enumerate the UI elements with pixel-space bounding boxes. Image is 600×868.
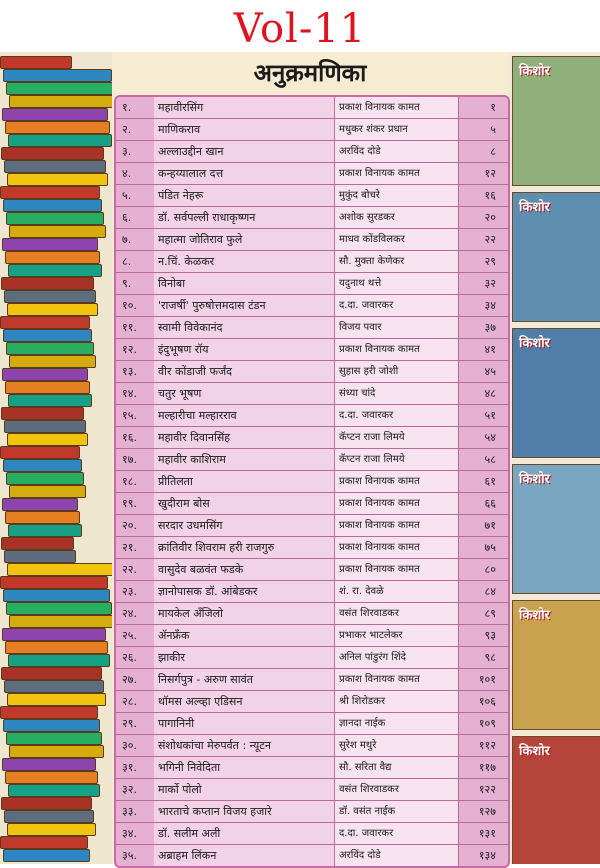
book-spine (3, 849, 90, 862)
toc-row (116, 141, 508, 163)
toc-page-number: २२ (458, 229, 504, 250)
magazine-cover (512, 600, 600, 730)
toc-row (116, 713, 508, 735)
toc-number: २८. (122, 695, 137, 708)
toc-page-number: ७१ (458, 515, 504, 536)
toc-number: २७. (122, 673, 137, 686)
book-spine (3, 329, 92, 342)
toc-author: अरविंद दोडे (334, 141, 458, 162)
book-spine (8, 654, 110, 667)
toc-page-number: ४५ (458, 361, 504, 382)
toc-title: ज्ञानोपासक डॉ. आंबेडकर (154, 581, 334, 602)
toc-number: १२. (122, 343, 137, 356)
book-stack-illustration (0, 52, 112, 864)
toc-number: १५. (122, 409, 137, 422)
toc-number: ३०. (122, 739, 137, 752)
book-spine (7, 563, 112, 576)
toc-author: सुहास हरी जोशी (334, 361, 458, 382)
toc-page-number: ३७ (458, 317, 504, 338)
toc-page-number: १३१ (458, 823, 504, 844)
book-spine (6, 212, 104, 225)
toc-page-number: ६१ (458, 471, 504, 492)
toc-author: सौ. मुक्ता केणेकर (334, 251, 458, 272)
book-spine (0, 576, 108, 589)
toc-page-number: १२ (458, 163, 504, 184)
toc-author: प्रकाश विनायक कामत (334, 559, 458, 580)
toc-row (116, 449, 508, 471)
toc-title: ॲनफ्रँक (154, 625, 334, 646)
toc-number: ३५. (122, 849, 137, 862)
toc-number: ३३. (122, 805, 137, 818)
magazine-cover-title: किशोर (519, 64, 550, 79)
toc-author: द.दा. जवारकर (334, 823, 458, 844)
toc-number: १७. (122, 453, 137, 466)
toc-page-number: १२७ (458, 801, 504, 822)
book-spine (6, 342, 94, 355)
toc-number: २१. (122, 541, 137, 554)
toc-title: भारताचे कप्तान विजय हजारे (154, 801, 334, 822)
toc-page-number: ५४ (458, 427, 504, 448)
toc-page-number: १२२ (458, 779, 504, 800)
toc-number: ३. (122, 145, 132, 158)
book-spine (5, 381, 90, 394)
toc-page-number: ८४ (458, 581, 504, 602)
book-spine (7, 173, 108, 186)
table-of-contents (114, 95, 510, 868)
book-spine (7, 433, 88, 446)
toc-number: १८. (122, 475, 137, 488)
toc-number: १३. (122, 365, 137, 378)
book-spine (8, 524, 82, 537)
book-spine (0, 446, 80, 459)
book-spine (9, 745, 104, 758)
magazine-cover-title: किशोर (519, 608, 550, 623)
toc-page-number: ८ (458, 141, 504, 162)
toc-number: ११. (122, 321, 137, 334)
book-spine (0, 316, 90, 329)
toc-number: ३२. (122, 783, 137, 796)
book-spine (3, 69, 112, 82)
toc-title: क्रांतिवीर शिवराम हरी राजगुरु (154, 537, 334, 558)
toc-page-number: ५ (458, 119, 504, 140)
book-spine (0, 56, 72, 69)
book-spine (8, 784, 100, 797)
toc-title: महावीर दिवानसिंह (154, 427, 334, 448)
toc-row (116, 383, 508, 405)
toc-title: विनोबा (154, 273, 334, 294)
book-spine (0, 836, 88, 849)
toc-row (116, 493, 508, 515)
toc-page-number: २९ (458, 251, 504, 272)
toc-page-number: ११२ (458, 735, 504, 756)
toc-author: विजय पवार (334, 317, 458, 338)
toc-author: कॅप्टन राजा लिमये (334, 449, 458, 470)
book-spine (6, 602, 112, 615)
toc-title: माणिकराव (154, 119, 334, 140)
toc-author: प्रकाश विनायक कामत (334, 163, 458, 184)
toc-number: १०. (122, 299, 137, 312)
book-spine (0, 186, 100, 199)
book-spine (2, 628, 106, 641)
toc-number: ४. (122, 167, 132, 180)
toc-author: प्रकाश विनायक कामत (334, 493, 458, 514)
toc-title: महावीरसिंग (154, 97, 334, 118)
toc-row (116, 801, 508, 823)
toc-page-number: ४८ (458, 383, 504, 404)
toc-row (116, 163, 508, 185)
toc-number: ३१. (122, 761, 137, 774)
toc-title: मल्हारीचा मल्हारराव (154, 405, 334, 426)
toc-row (116, 537, 508, 559)
book-spine (7, 303, 98, 316)
toc-number: २५. (122, 629, 137, 642)
book-spine (1, 797, 92, 810)
book-spine (2, 758, 96, 771)
toc-row (116, 251, 508, 273)
toc-author: प्रकाश विनायक कामत (334, 339, 458, 360)
book-spine (9, 485, 86, 498)
toc-number: ७. (122, 233, 132, 246)
book-spine (3, 199, 102, 212)
toc-title: मायकेल अँजिलो (154, 603, 334, 624)
toc-row (116, 339, 508, 361)
toc-author: प्रकाश विनायक कामत (334, 537, 458, 558)
toc-row (116, 603, 508, 625)
book-spine (5, 771, 98, 784)
book-spine (5, 511, 80, 524)
toc-title: स्वामी विवेकानंद (154, 317, 334, 338)
toc-row (116, 845, 508, 866)
toc-title: डॉ. सर्वपल्ली राधाकृष्णन (154, 207, 334, 228)
toc-title: इंदुभूषण रॉय (154, 339, 334, 360)
book-spine (2, 368, 88, 381)
toc-title: निसर्गपुत्र - अरुण सावंत (154, 669, 334, 690)
toc-number: ८. (122, 255, 132, 268)
book-spine (4, 550, 76, 563)
magazine-cover (512, 328, 600, 458)
toc-title: वासुदेव बळवंत फडके (154, 559, 334, 580)
toc-row (116, 361, 508, 383)
magazine-cover (512, 464, 600, 594)
toc-page-number: ७५ (458, 537, 504, 558)
toc-page-number: ३४ (458, 295, 504, 316)
book-spine (6, 472, 84, 485)
toc-number: २२. (122, 563, 137, 576)
book-spine (6, 732, 102, 745)
book-spine (5, 251, 100, 264)
toc-author: ज्ञानदा नाईक (334, 713, 458, 734)
toc-author: सौ. सरिता वैद्य (334, 757, 458, 778)
toc-author: शं. रा. देवळे (334, 581, 458, 602)
toc-row (116, 427, 508, 449)
toc-page-number: १०६ (458, 691, 504, 712)
book-spine (8, 394, 92, 407)
toc-author: अशोक सुरडकर (334, 207, 458, 228)
toc-page-number: १६ (458, 185, 504, 206)
book-spine (4, 810, 94, 823)
toc-title: मार्को पोलो (154, 779, 334, 800)
toc-page-number: १०९ (458, 713, 504, 734)
toc-title: महावीर काशिराम (154, 449, 334, 470)
toc-number: ९. (122, 277, 132, 290)
toc-page-number: ५८ (458, 449, 504, 470)
toc-number: ३४. (122, 827, 137, 840)
toc-row (116, 625, 508, 647)
toc-page-number: १३४ (458, 845, 504, 866)
book-spine (8, 264, 102, 277)
book-spine (1, 667, 102, 680)
toc-author: द.दा. जवारकर (334, 405, 458, 426)
toc-author: द.दा. जवारकर (334, 295, 458, 316)
book-spine (0, 706, 98, 719)
volume-label: Vol-11 (233, 6, 367, 52)
toc-title: प्रीतिलता (154, 471, 334, 492)
book-spine (2, 498, 78, 511)
book-spine (7, 693, 106, 706)
toc-author: वसंत शिरवाडकर (334, 603, 458, 624)
toc-row (116, 691, 508, 713)
toc-title: पागानिनी (154, 713, 334, 734)
toc-row (116, 757, 508, 779)
book-spine (5, 641, 108, 654)
book-spine (4, 680, 104, 693)
toc-author: प्रकाश विनायक कामत (334, 515, 458, 536)
toc-title: चतुर भूषण (154, 383, 334, 404)
toc-author: वसंत शिरवाडकर (334, 779, 458, 800)
toc-number: २. (122, 123, 132, 136)
magazine-covers-strip (508, 52, 600, 864)
book-spine (9, 615, 112, 628)
toc-row (116, 779, 508, 801)
toc-author: मधुकर शंकर प्रधान (334, 119, 458, 140)
book-spine (2, 238, 98, 251)
magazine-cover (512, 56, 600, 186)
toc-title: 'राजर्षी' पुरुषोत्तमदास टंडन (154, 295, 334, 316)
book-spine (4, 420, 86, 433)
toc-row (116, 273, 508, 295)
toc-title: महात्मा जोतिराव फुले (154, 229, 334, 250)
toc-page-number: ३२ (458, 273, 504, 294)
toc-author: प्रकाश विनायक कामत (334, 669, 458, 690)
toc-row (116, 405, 508, 427)
book-spine (4, 290, 96, 303)
toc-author: सुरेश मथुरे (334, 735, 458, 756)
toc-title: संशोधकांचा मेरुपर्वत : न्यूटन (154, 735, 334, 756)
book-spine (3, 589, 110, 602)
toc-row (116, 559, 508, 581)
book-spine (1, 537, 74, 550)
toc-author: यदुनाथ थत्ते (334, 273, 458, 294)
book-spine (1, 407, 84, 420)
toc-author: मुकुंद बोचरे (334, 185, 458, 206)
toc-number: २०. (122, 519, 137, 532)
toc-title: वीर कोंडाजी फर्जंद (154, 361, 334, 382)
toc-page-number: ९३ (458, 625, 504, 646)
book-spine (1, 147, 104, 160)
toc-page-number: ९८ (458, 647, 504, 668)
toc-number: १४. (122, 387, 137, 400)
book-spine (4, 160, 106, 173)
toc-title: पंडित नेहरू (154, 185, 334, 206)
toc-author: अरविंद दोडे (334, 845, 458, 866)
toc-number: ६. (122, 211, 132, 224)
toc-row (116, 823, 508, 845)
toc-row (116, 229, 508, 251)
toc-title: डॉ. सलीम अली (154, 823, 334, 844)
toc-row (116, 647, 508, 669)
toc-author: श्री शिरोडकर (334, 691, 458, 712)
toc-title: सरदार उधमसिंग (154, 515, 334, 536)
toc-row (116, 515, 508, 537)
toc-author: प्रकाश विनायक कामत (334, 97, 458, 118)
toc-number: १. (122, 101, 132, 114)
toc-title: न.चिं. केळकर (154, 251, 334, 272)
toc-number: २४. (122, 607, 137, 620)
toc-page-number: ११७ (458, 757, 504, 778)
toc-number: ५. (122, 189, 132, 202)
toc-row (116, 185, 508, 207)
toc-row (116, 317, 508, 339)
toc-author: माधव कोंडविलकर (334, 229, 458, 250)
magazine-cover (512, 736, 600, 864)
toc-title: थॉमस अल्व्हा एडिसन (154, 691, 334, 712)
book-spine (9, 225, 106, 238)
book-spine (3, 459, 82, 472)
toc-author: प्रभाकर भाटलेकर (334, 625, 458, 646)
toc-row (116, 97, 508, 119)
magazine-cover-title: किशोर (519, 200, 550, 215)
toc-row (116, 669, 508, 691)
book-spine (6, 82, 112, 95)
toc-page-number: ८९ (458, 603, 504, 624)
toc-title: भगिनी निवेदिता (154, 757, 334, 778)
toc-number: २९. (122, 717, 137, 730)
toc-number: १९. (122, 497, 137, 510)
toc-row (116, 295, 508, 317)
toc-title: अब्राहम लिंकन (154, 845, 334, 866)
toc-page-number: २० (458, 207, 504, 228)
toc-page-number: ४१ (458, 339, 504, 360)
magazine-cover (512, 192, 600, 322)
toc-page-number: १०१ (458, 669, 504, 690)
index-heading: अनुक्रमणिका (253, 59, 367, 87)
toc-page-number: ६६ (458, 493, 504, 514)
toc-row (116, 581, 508, 603)
book-spine (8, 134, 112, 147)
toc-author: डॉ. वसंत नाईक (334, 801, 458, 822)
magazine-cover-title: किशोर (519, 472, 550, 487)
book-spine (9, 355, 96, 368)
magazine-cover-title: किशोर (519, 744, 550, 759)
toc-page-number: १ (458, 97, 504, 118)
toc-title: अल्लाउद्दीन खान (154, 141, 334, 162)
toc-author: संध्या चांदे (334, 383, 458, 404)
toc-row (116, 207, 508, 229)
toc-number: १६. (122, 431, 137, 444)
toc-number: २६. (122, 651, 137, 664)
toc-author: कॅप्टन राजा लिमये (334, 427, 458, 448)
book-spine (1, 277, 94, 290)
toc-author: अनिल पांडुरंग शिंदे (334, 647, 458, 668)
toc-number: २३. (122, 585, 137, 598)
toc-row (116, 119, 508, 141)
book-spine (9, 95, 112, 108)
book-spine (7, 823, 96, 836)
book-spine (3, 719, 100, 732)
toc-title: झाकीर (154, 647, 334, 668)
toc-title: कन्हय्यालाल दत्त (154, 163, 334, 184)
magazine-cover-title: किशोर (519, 336, 550, 351)
toc-title: खुदीराम बोस (154, 493, 334, 514)
toc-row (116, 735, 508, 757)
toc-author: प्रकाश विनायक कामत (334, 471, 458, 492)
book-spine (2, 108, 108, 121)
toc-row (116, 471, 508, 493)
toc-page-number: ५१ (458, 405, 504, 426)
toc-page-number: ८० (458, 559, 504, 580)
book-spine (5, 121, 110, 134)
